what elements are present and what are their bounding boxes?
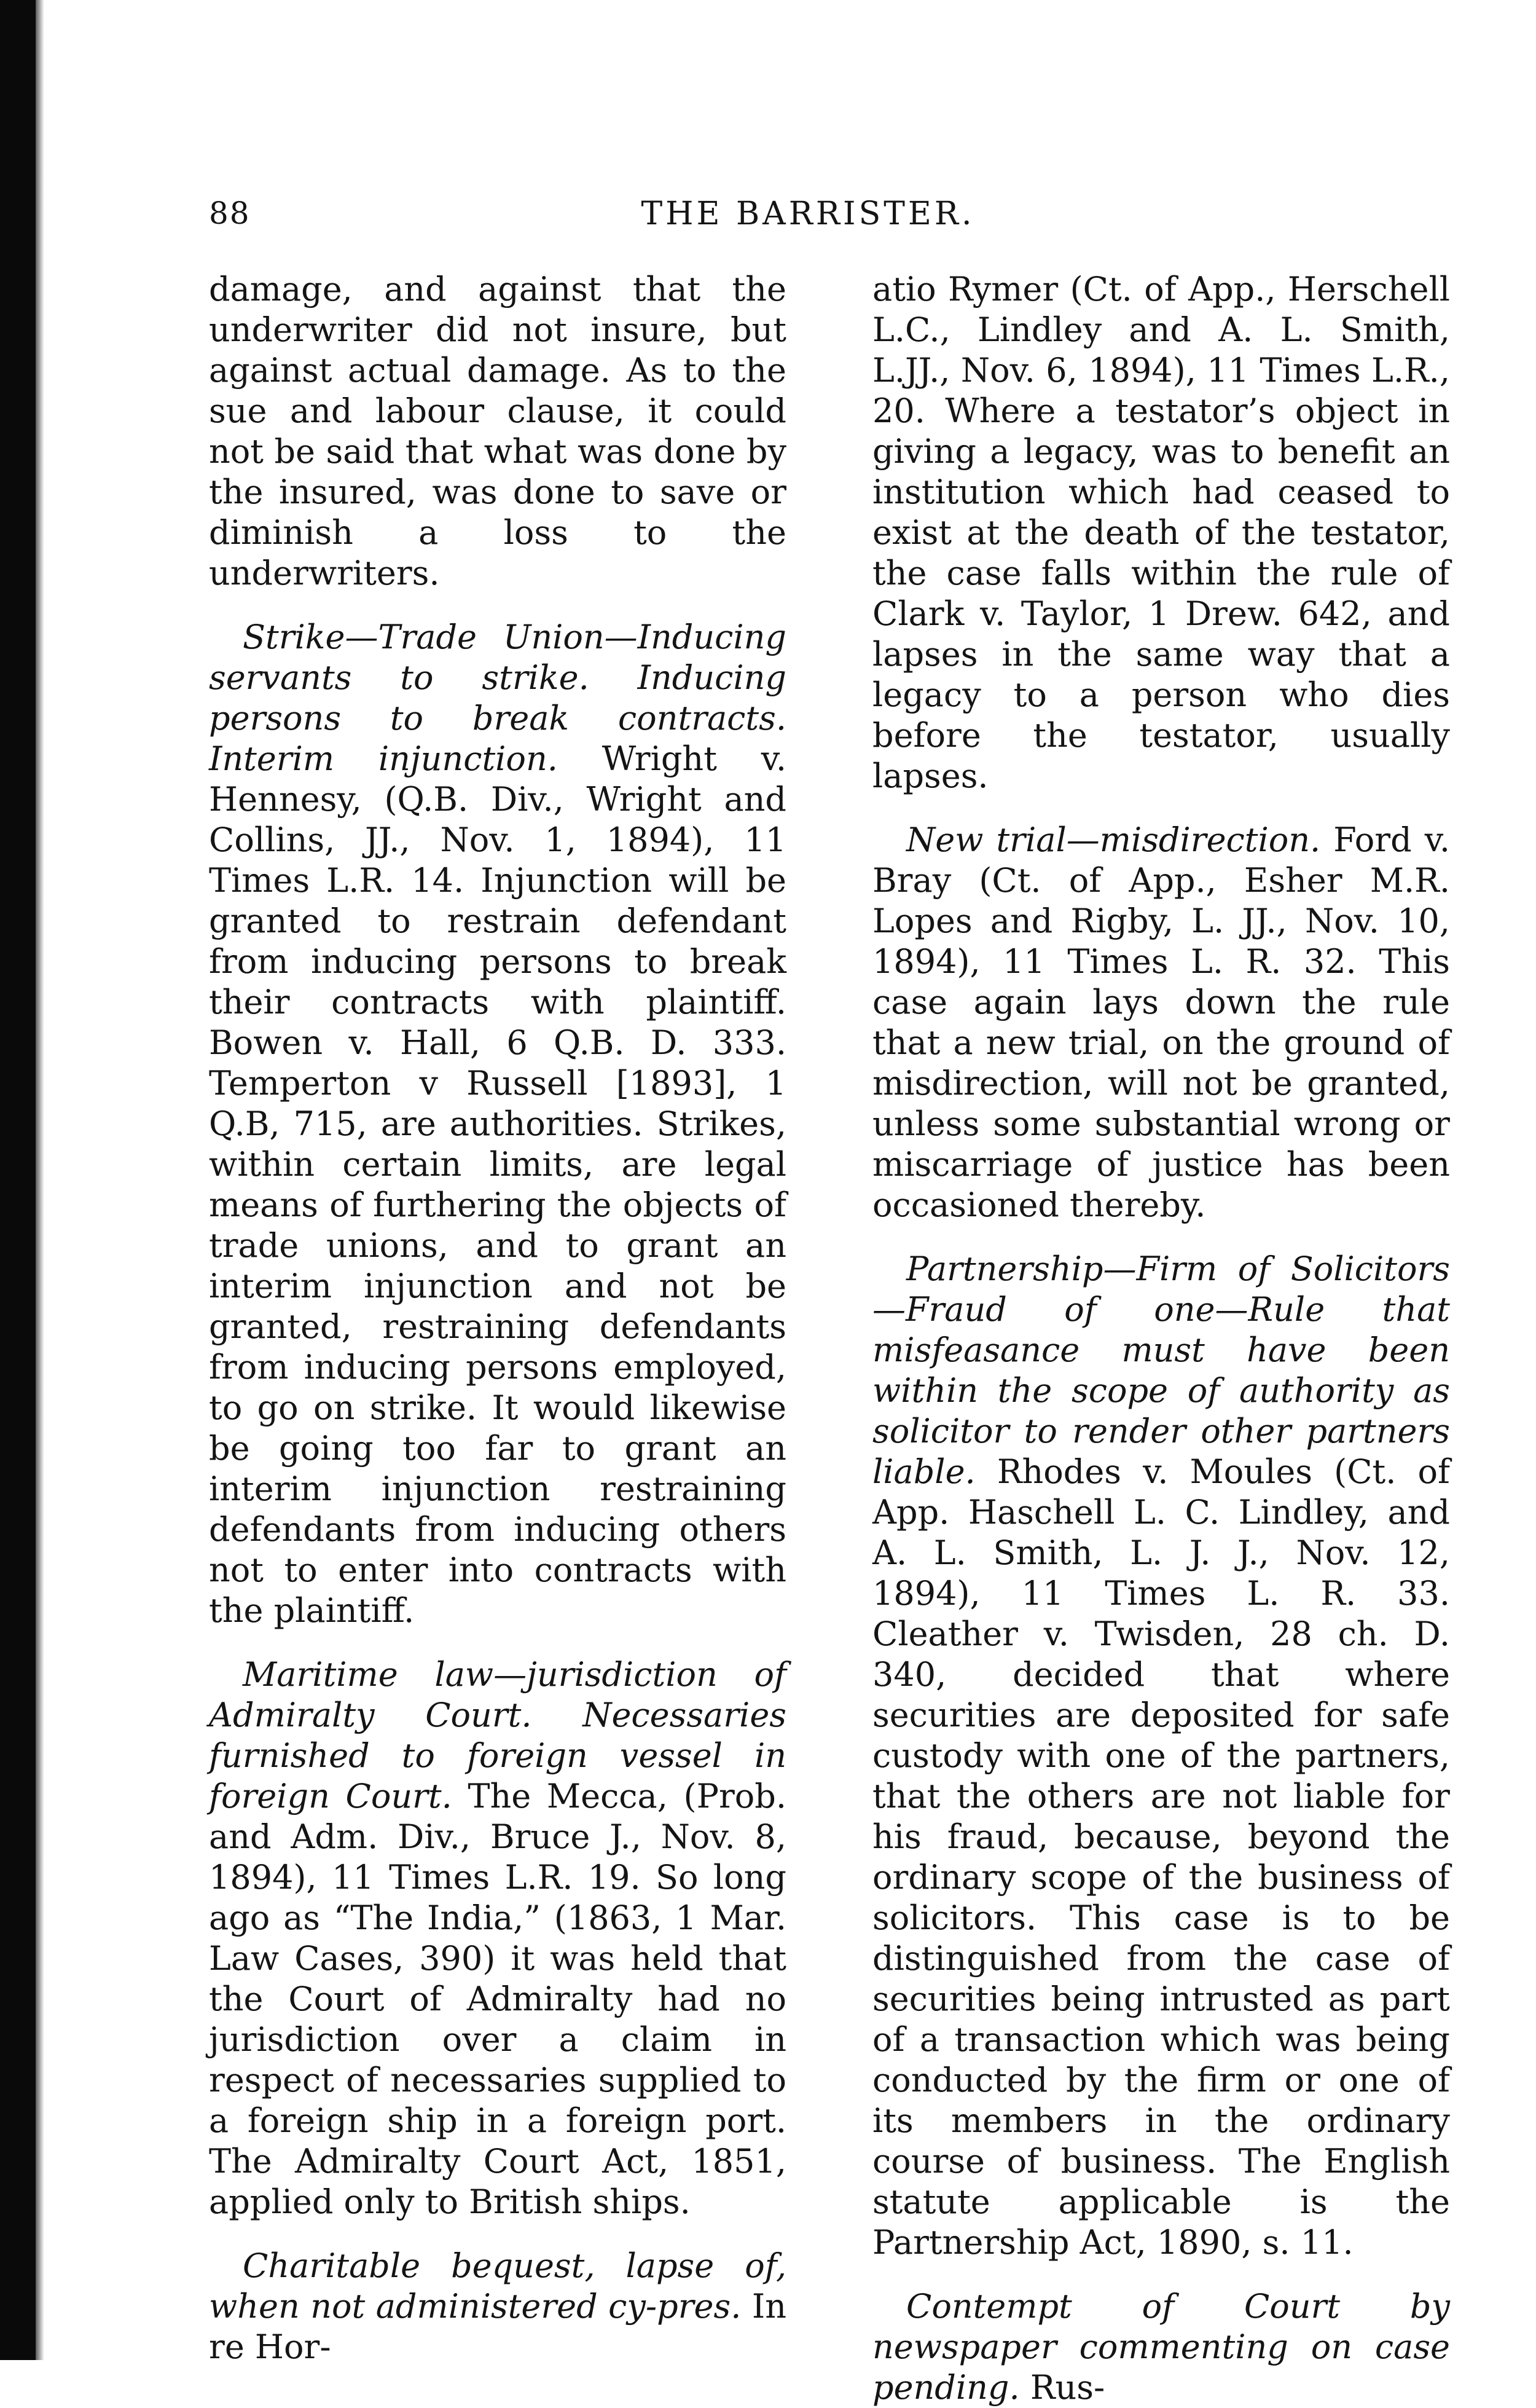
case-body: Ford v. Bray (Ct. of App., Esher M.R. Lopes and Rigby, L. JJ., Nov. 10, 1894), 11 Times L. R. 32. This case again lays down the rule that a new trial, on the ground of misdirection, will not be granted, unless some substantial wrong or miscarriage of justice has been occasioned thereby. <box>872 820 1450 1224</box>
scan-binding-edge <box>0 0 36 2360</box>
case-note-maritime <box>209 1655 786 2222</box>
left-column <box>209 269 786 2367</box>
case-note-new-trial <box>872 820 1450 1226</box>
case-body: In re Hor- <box>209 2287 786 2366</box>
case-body: Wright v. Hennesy, (Q.B. Div., Wright and Collins, JJ., Nov. 1, 1894), 11 Times L.R. 14. Injunction will be granted to restrain defendant from inducing persons to break their contracts with plaintiff. Bowen v. Hall, 6 Q.B. D. 333. Temperton v Russell [1893], 1 Q.B, 715, are authorities. Strikes, within certain limits, are legal means of furthering the objects of trade unions, and to grant an interim injunction and not be granted, restraining defendants from inducing persons employed, to go on strike. It would likewise be going too far to grant an interim injunction restraining defendants from inducing others not to enter into contracts with the plaintiff. <box>209 739 786 1630</box>
paragraph-continuation: atio Rymer (Ct. of App., Herschell L.C., Lindley and A. L. Smith, L.JJ., Nov. 6, 1894), 11 Times L.R., 20. Where a testator’s object in giving a legacy, was to benefit an institution which had ceased to exist at the death of the testator, the case falls within the rule of Clark v. Taylor, 1 Drew. 642, and lapses in the same way that a legacy to a person who dies before the testator, usually lapses. <box>872 270 1450 795</box>
case-body: Rus- <box>1030 2368 1105 2407</box>
case-note-charitable-bequest <box>209 2246 786 2367</box>
scan-binding-shadow <box>36 0 44 2360</box>
running-head <box>203 195 1413 245</box>
case-body: The Mecca, (Prob. and Adm. Div., Bruce J., Nov. 8, 1894), 11 Times L.R. 19. So long ago as “The India,” (1863, 1 Mar. Law Cases, 390) it was held that the Court of Admiralty had no jurisdiction over a claim in respect of necessaries supplied to a foreign ship in a foreign port. The Admiralty Court Act, 1851, applied only to British ships. <box>209 1777 786 2221</box>
case-note-contempt <box>872 2286 1450 2408</box>
journal-title: THE BARRISTER. <box>641 195 975 232</box>
case-heading: Charitable bequest, lapse of, when not administered cy-pres. <box>209 2246 786 2326</box>
case-body: Rhodes v. Moules (Ct. of App. Haschell L. C. Lindley, and A. L. Smith, L. J. J., Nov. 12, 1894), 11 Times L. R. 33. Cleather v. Twisden, 28 ch. D. 340, decided that where securities are deposited for safe custody with one of the partners, that the others are not liable for his fraud, because, beyond the ordinary scope of the business of solicitors. This case is to be distinguished from the case of securities being intrusted as part of a transaction which was being conducted by the firm or one of its members in the ordinary course of business. The English statute applicable is the Partnership Act, 1890, s. 11. <box>872 1452 1450 2262</box>
case-heading: Strike—Trade Union—Inducing servants to strike. Inducing persons to break contracts. Interim injunction. <box>209 618 786 778</box>
case-note-strike <box>209 617 786 1631</box>
case-heading: Contempt of Court by newspaper commenting on case pending. <box>872 2287 1450 2407</box>
case-note-partnership <box>872 1249 1450 2263</box>
page-number: 88 <box>209 195 251 231</box>
case-heading: Partnership—Firm of Solicitors—Fraud of one—Rule that misfeasance must have been within the scope of authority as solicitor to render other partners liable. <box>872 1249 1450 1491</box>
case-heading: New trial—misdirection. <box>906 820 1321 859</box>
paragraph-continuation: damage, and against that the underwriter did not insure, but against actual damage. As to the sue and labour clause, it could not be said that what was done by the insured, was done to save or diminish a loss to the underwriters. <box>209 270 786 592</box>
case-heading: Maritime law—jurisdiction of Admiralty Court. Necessaries furnished to foreign vessel in foreign Court. <box>209 1655 786 1816</box>
right-column <box>872 269 1450 2408</box>
